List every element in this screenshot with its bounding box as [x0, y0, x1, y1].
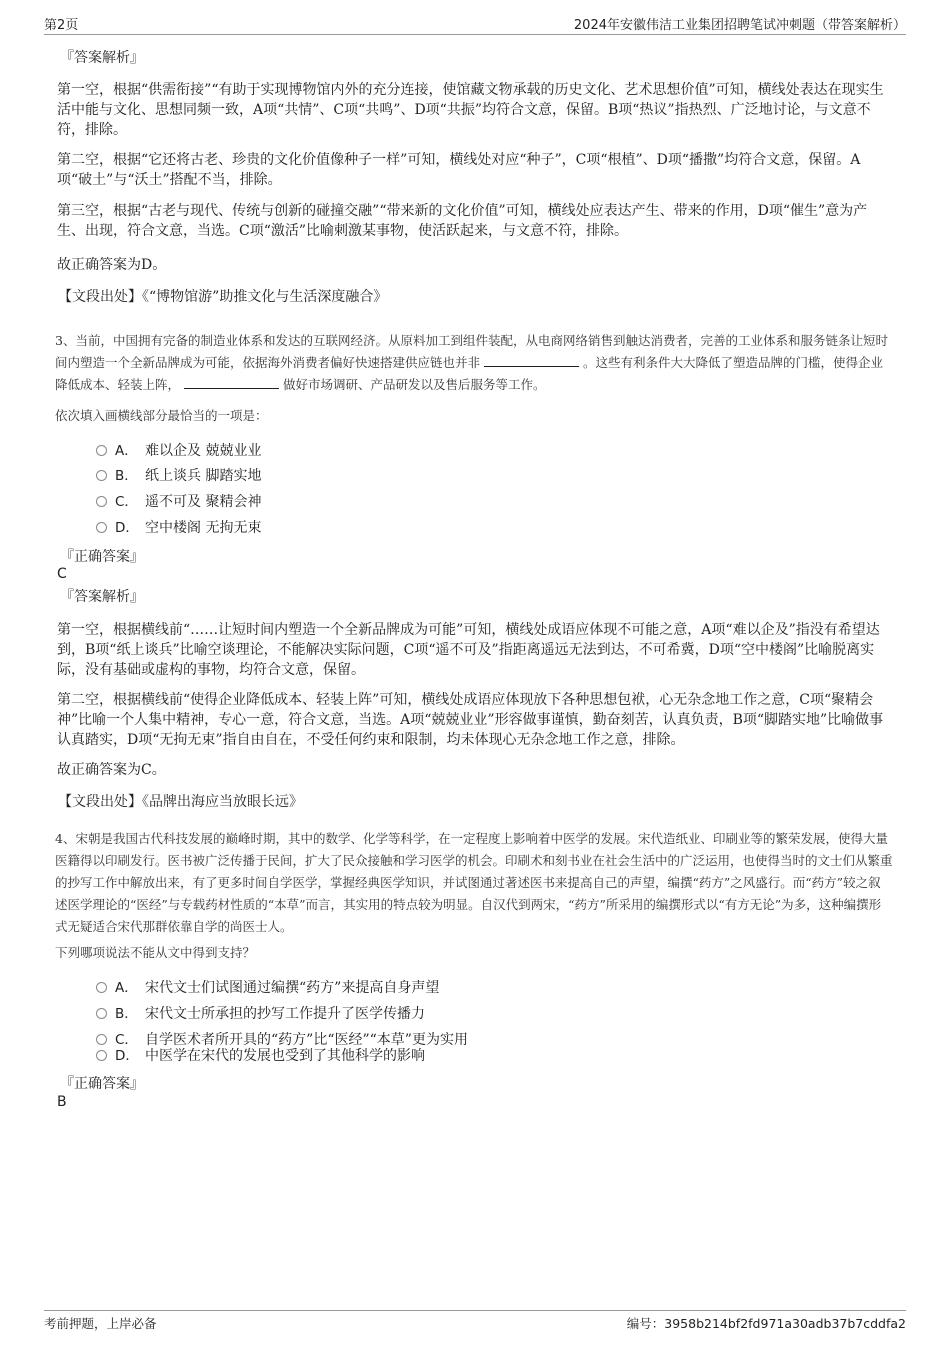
- document-id: 编号：3958b214bf2fd971a30adb37b7cddfa2: [626, 1316, 906, 1331]
- q3-option-d[interactable]: [96, 517, 261, 539]
- q2-analysis-p2: 第二空，根据“它还将古老、珍贵的文化价值像种子一样”可知，横线处对应“种子”，C项“根植”、D项“播撒”均符合文意，保留。A项“破土”与“沃土”搭配不当，排除。: [57, 152, 861, 188]
- option-text: 遥不可及 聚精会神: [145, 494, 262, 510]
- q3-question-text: [55, 330, 893, 396]
- footer-slogan: 考前押题，上岸必备: [44, 1316, 157, 1331]
- q2-analysis-label: 『答案解析』: [60, 50, 144, 66]
- q3-blank-1: [484, 354, 579, 367]
- option-key: C．: [115, 1032, 138, 1048]
- q3-option-c[interactable]: [96, 491, 261, 513]
- radio-icon[interactable]: [96, 1034, 107, 1045]
- q3-option-a[interactable]: [96, 440, 261, 462]
- option-key: D．: [115, 520, 139, 536]
- option-key: B．: [115, 468, 138, 484]
- q4-answer-label: 『正确答案』: [60, 1076, 144, 1092]
- q3-analysis-p1: 第一空，根据横线前“……让短时间内塑造一个全新品牌成为可能”可知，横线处成语应体现不可能之意，A项“难以企及”指没有希望达到，B项“纸上谈兵”比喻空谈理论，不能解决实际问题，C项“遥不可及”指距离遥远无法到达，不可希冀，D项“空中楼阁”比喻脱离实际，没有基础或虚构的事物，均符合文意，保留。: [57, 622, 880, 678]
- option-key: B．: [115, 1006, 138, 1022]
- q3-answer: C: [57, 566, 67, 582]
- q3-text-part-b: 。这些有利条件大大降低了塑造品牌的门槛，使得企业降低成本、轻装上阵，: [55, 355, 884, 392]
- q2-conclusion: 故正确答案为D。: [57, 257, 167, 273]
- q3-blank-2: [184, 376, 279, 389]
- q3-text-part-c: 做好市场调研、产品研发以及售后服务等工作。: [283, 377, 546, 392]
- option-text: 难以企及 兢兢业业: [145, 443, 262, 459]
- radio-icon[interactable]: [96, 1050, 107, 1061]
- q4-answer: B: [57, 1094, 67, 1110]
- q3-conclusion: 故正确答案为C。: [57, 762, 166, 778]
- q3-analysis-label: 『答案解析』: [60, 589, 144, 605]
- q2-source: 【文段出处】《“博物馆游”助推文化与生活深度融合》: [58, 289, 388, 305]
- radio-icon[interactable]: [96, 445, 107, 456]
- option-text: 中医学在宋代的发展也受到了其他科学的影响: [145, 1048, 425, 1064]
- q3-answer-label: 『正确答案』: [60, 549, 144, 565]
- q4-question-text: 4、宋朝是我国古代科技发展的巅峰时期，其中的数学、化学等科学，在一定程度上影响着中医学的发展。宋代造纸业、印刷业等的繁荣发展，使得大量医籍得以印刷发行。医书被广泛传播于民间，扩大了民众接触和学习医学的机会。印刷术和刻书业在社会生活中的广泛运用，也使得当时的文士们从繁重的抄写工作中解放出来，有了更多时间自学医学，掌握经典医学知识，并试图通过著述医书来提高自己的声望，编撰“药方”之风盛行。而“药方”较之叙述医学理论的“医经”与专载药材性质的“本草”而言，其实用的特点较为明显。自汉代到两宋，“药方”所采用的编撰形式以“有方无论”为多，这种编撰形式无疑适合宋代那群依靠自学的尚医士人。: [55, 831, 893, 934]
- q3-analysis-p2: 第二空，根据横线前“使得企业降低成本、轻装上阵”可知，横线处成语应体现放下各种思想包袱，心无杂念地工作之意，C项“聚精会神”比喻一个人集中精神，专心一意，符合文意，当选。A项“兢兢业业”形容做事谨慎，勤奋刻苦，认真负责，B项“脚踏实地”比喻做事认真踏实，D项“无拘无束”指自由自在，不受任何约束和限制，均未体现心无杂念地工作之意，排除。: [57, 692, 884, 748]
- option-text: 纸上谈兵 脚踏实地: [145, 468, 262, 484]
- q2-analysis-p1: 第一空，根据“供需衔接”“有助于实现博物馆内外的充分连接，使馆藏文物承载的历史文化、艺术思想价值”可知，横线处表达在现实生活中能与文化、思想同频一致，A项“共情”、C项“共鸣”、D项“共振”均符合文意，保留。B项“热议”指热烈、广泛地讨论，与文意不符，排除。: [57, 82, 884, 138]
- radio-icon[interactable]: [96, 496, 107, 507]
- radio-icon[interactable]: [96, 982, 107, 993]
- option-text: 空中楼阁 无拘无束: [145, 520, 262, 536]
- option-key: D．: [115, 1048, 139, 1064]
- q4-prompt: 下列哪项说法不能从文中得到支持？: [55, 945, 256, 960]
- radio-icon[interactable]: [96, 470, 107, 481]
- radio-icon[interactable]: [96, 522, 107, 533]
- page-footer: [44, 1310, 906, 1333]
- option-text: 宋代文士所承担的抄写工作提升了医学传播力: [145, 1006, 425, 1022]
- page-number: 第2页: [44, 18, 79, 33]
- option-key: C．: [115, 494, 138, 510]
- q4-option-b[interactable]: [96, 1003, 425, 1025]
- document-title: 2024年安徽伟洁工业集团招聘笔试冲刺题（带答案解析）: [573, 18, 906, 33]
- q4-option-a[interactable]: [96, 977, 439, 999]
- q3-source: 【文段出处】《品牌出海应当放眼长远》: [58, 794, 303, 810]
- option-key: A．: [115, 443, 138, 459]
- q2-analysis-p3: 第三空，根据“古老与现代、传统与创新的碰撞交融”“带来新的文化价值”可知，横线处应表达产生、带来的作用，D项“催生”意为产生、出现，符合文意，当选。C项“激活”比喻刺激某事物，使活跃起来，与文意不符，排除。: [57, 203, 868, 239]
- q3-option-b[interactable]: [96, 465, 261, 487]
- q3-text-part-a: 3、当前，中国拥有完备的制造业体系和发达的互联网经济。从原料加工到组件装配，从电商网络销售到触达消费者，完善的工业体系和服务链条让短时间内塑造一个全新品牌成为可能，依据海外消费者偏好快速搭建供应链也并非: [55, 333, 888, 370]
- option-text: 自学医术者所开具的“药方”比“医经”“本草”更为实用: [145, 1032, 468, 1048]
- option-text: 宋代文士们试图通过编撰“药方”来提高自身声望: [145, 980, 440, 996]
- radio-icon[interactable]: [96, 1008, 107, 1019]
- q3-prompt: 依次填入画横线部分最恰当的一项是：: [55, 408, 268, 423]
- q4-option-d[interactable]: [96, 1045, 425, 1067]
- page-header: [44, 14, 906, 35]
- option-key: A．: [115, 980, 138, 996]
